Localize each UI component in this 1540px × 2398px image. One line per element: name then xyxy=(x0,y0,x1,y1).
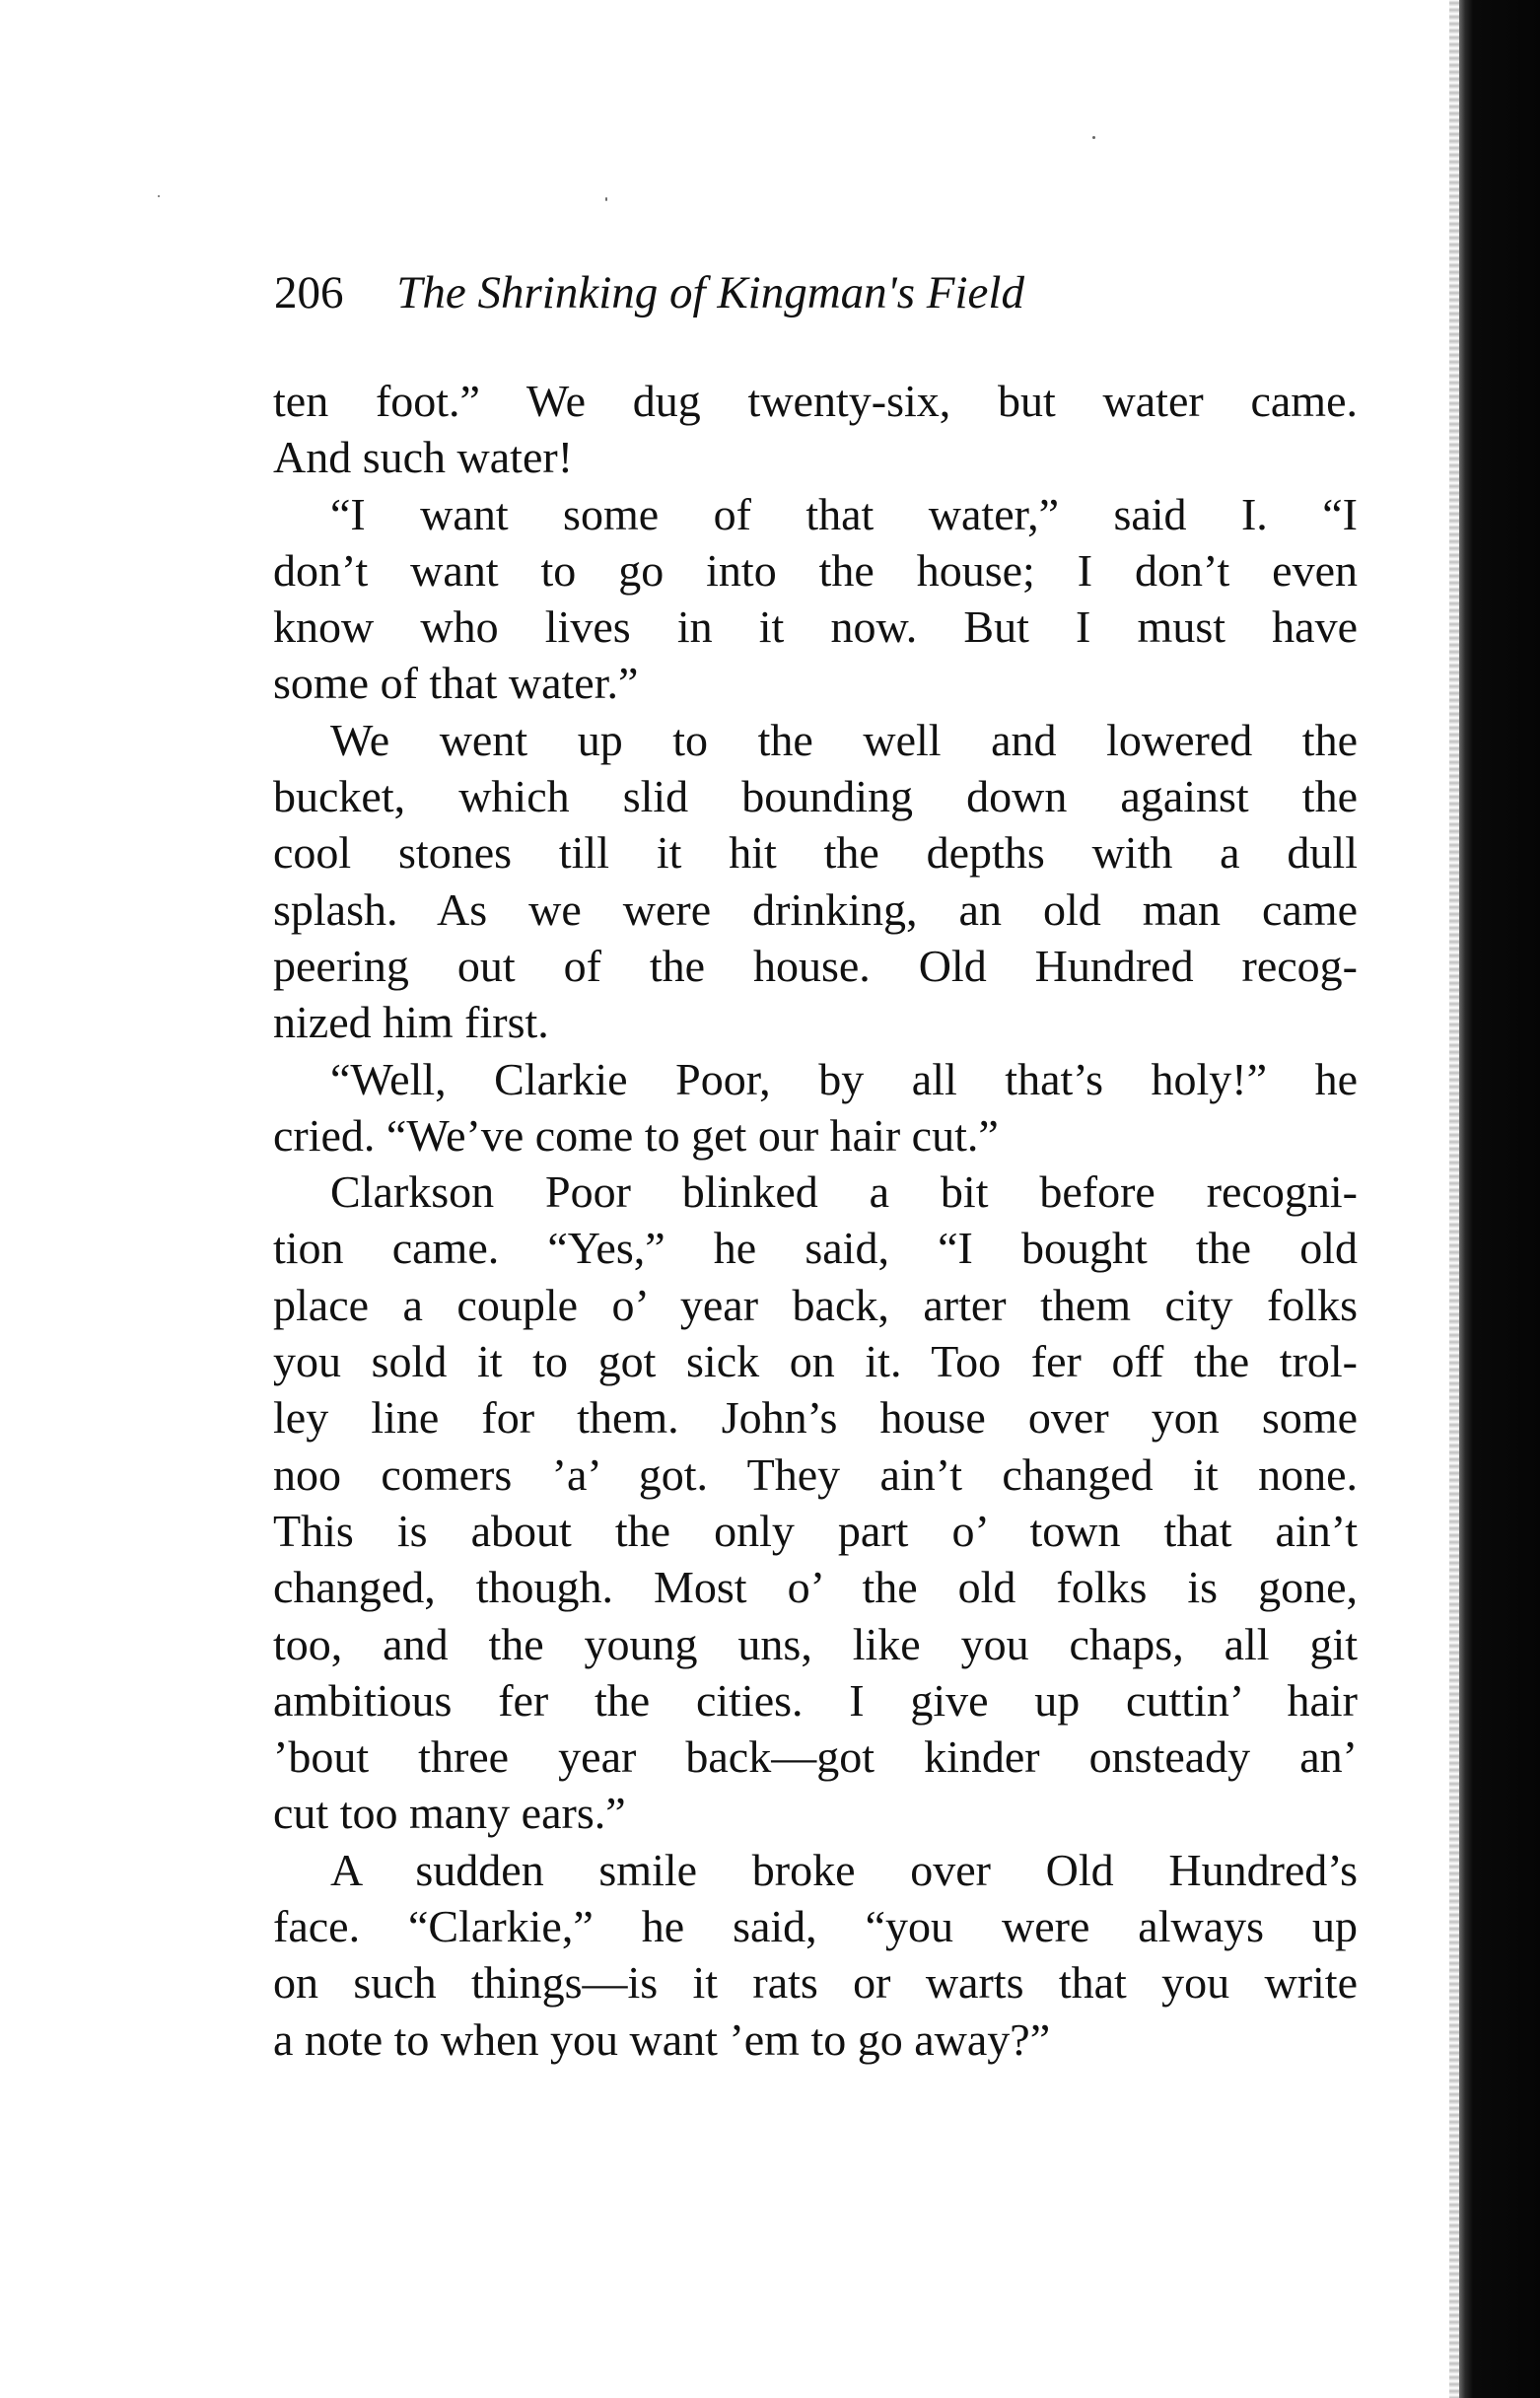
text-line: “Well, Clarkie Poor, by all that’s holy!” he xyxy=(330,1053,1358,1104)
text-line: face. “Clarkie,” he said, “you were always up xyxy=(273,1901,1358,1952)
scan-speck xyxy=(605,197,607,201)
text-line: you sold it to got sick on it. Too fer off the trol- xyxy=(273,1336,1358,1387)
text-line: some of that water.” xyxy=(273,658,639,709)
text-line: ’bout three year back—got kinder onsteady an’ xyxy=(273,1731,1358,1783)
text-line: cried. “We’ve come to get our hair cut.” xyxy=(273,1109,999,1161)
scan-speck xyxy=(158,195,160,197)
text-line: cut too many ears.” xyxy=(273,1788,626,1839)
binding-shadow xyxy=(1449,0,1459,2398)
text-line: too, and the young uns, like you chaps, all git xyxy=(273,1618,1358,1669)
text-line: We went up to the well and lowered the xyxy=(330,714,1358,765)
text-line: Clarkson Poor blinked a bit before recogni- xyxy=(330,1166,1358,1218)
text-line: ten foot.” We dug twenty-six, but water came. xyxy=(273,376,1358,426)
text-line: ley line for them. John’s house over yon some xyxy=(273,1392,1358,1444)
text-line: tion came. “Yes,” he said, “I bought the old xyxy=(273,1223,1358,1274)
text-line: bucket, which slid bounding down against the xyxy=(273,771,1358,822)
page-number: 206 xyxy=(274,267,344,318)
text-line: don’t want to go into the house; I don’t even xyxy=(273,544,1358,596)
body-text xyxy=(273,373,1358,2068)
text-line: cool stones till it hit the depths with a dull xyxy=(273,827,1358,879)
text-line: And such water! xyxy=(273,432,574,483)
text-line: noo comers ’a’ got. They ain’t changed it none. xyxy=(273,1448,1358,1500)
text-line: ambitious fer the cities. I give up cuttin’ hair xyxy=(273,1674,1358,1726)
text-line: a note to when you want ’em to go away?” xyxy=(273,2013,1051,2065)
running-title: The Shrinking of Kingman's Field xyxy=(396,267,1024,318)
text-line: nized him first. xyxy=(273,997,549,1048)
text-line: know who lives in it now. But I must have xyxy=(273,601,1358,653)
text-line: splash. As we were drinking, an old man came xyxy=(273,883,1358,935)
page-header xyxy=(274,258,1359,327)
text-line: place a couple o’ year back, arter them city folks xyxy=(273,1279,1358,1330)
text-line: on such things—is it rats or warts that you write xyxy=(273,1957,1358,2009)
text-line: A sudden smile broke over Old Hundred’s xyxy=(330,1844,1358,1895)
scan-speck xyxy=(1092,136,1095,139)
text-line: peering out of the house. Old Hundred recog- xyxy=(273,940,1358,991)
text-line: changed, though. Most o’ the old folks is gone, xyxy=(273,1562,1358,1613)
text-line: This is about the only part o’ town that ain’t xyxy=(273,1505,1358,1556)
page-edge-border xyxy=(1459,0,1540,2398)
text-line: “I want some of that water,” said I. “I xyxy=(330,488,1358,539)
